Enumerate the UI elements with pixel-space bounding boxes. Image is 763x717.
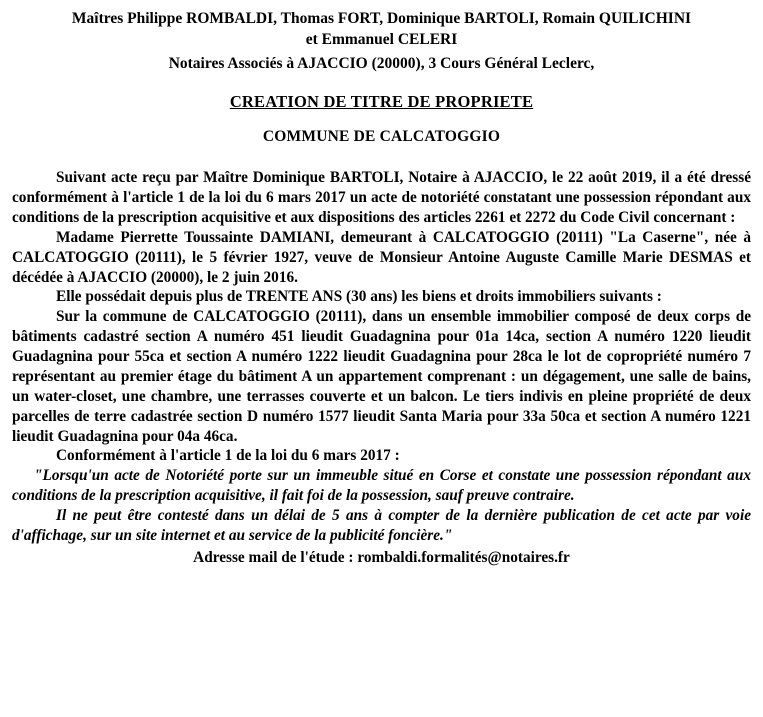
- header-notaries-names: Maîtres Philippe ROMBALDI, Thomas FORT, Dominique BARTOLI, Romain QUILICHINI et Emmanuel CELERI: [71, 10, 692, 49]
- document-header: [12, 8, 751, 74]
- header-notaries-address: Notaires Associés à AJACCIO (20000), 3 Cours Général Leclerc,: [168, 54, 595, 72]
- page-title: CREATION DE TITRE DE PROPRIETE: [229, 92, 534, 112]
- document-body: [12, 168, 751, 568]
- paragraph-quote-second: Il ne peut être contesté dans un délai de 5 ans à compter de la dernière publication de cet acte par voie d'affichage, sur un site internet et au service de la publicité foncière.": [12, 507, 751, 544]
- office-email-line: Adresse mail de l'étude : rombaldi.formalités@notaires.fr: [193, 548, 570, 566]
- paragraph-person-identity: Madame Pierrette Toussainte DAMIANI, demeurant à CALCATOGGIO (20111) "La Caserne", née à CALCATOGGIO (20111), le 5 février 1927, veuve de Monsieur Antoine Auguste Camille Marie DESMAS et décédée à AJACCIO (20000), le 2 juin 2016.: [12, 228, 751, 286]
- paragraph-law-reference: Conformément à l'article 1 de la loi du 6 mars 2017 :: [56, 447, 400, 465]
- page-subtitle: COMMUNE DE CALCATOGGIO: [262, 128, 501, 146]
- paragraph-property-description: Sur la commune de CALCATOGGIO (20111), dans un ensemble immobilier composé de deux corps de bâtiments cadastré section A numéro 451 lieudit Guadagnina pour 01a 14ca, section A numéro 1220 lieudit Guadagnina pour 55ca et section A numéro 1222 lieudit Guadagnina pour 28ca le lot de copropriété numéro 7 représentant au premier étage du bâtiment A un appartement comprenant : un dégagement, une salle de bains, un water-closet, une chambre, une terrasses couverte et un balcon. Le tiers indivis en pleine propriété de deux parcelles de terre cadastrée section D numéro 1577 lieudit Santa Maria pour 33a 50ca et section A numéro 1221 lieudit Guadagnina pour 04a 46ca.: [12, 308, 751, 445]
- paragraph-possession-duration: Elle possédait depuis plus de TRENTE ANS (30 ans) les biens et droits immobiliers suivants :: [56, 288, 662, 306]
- paragraph-quote-first: "Lorsqu'un acte de Notoriété porte sur un immeuble situé en Corse et constate une possession répondant aux conditions de la prescription acquisitive, il fait foi de la possession, sauf preuve contraire.: [12, 467, 751, 505]
- paragraph-act-reception: Suivant acte reçu par Maître Dominique BARTOLI, Notaire à AJACCIO, le 22 août 2019, il a été dressé conformément à l'article 1 de la loi du 6 mars 2017 un acte de notoriété constatant une possession répondant aux conditions de la prescription acquisitive et aux dispositions des articles 2261 et 2272 du Code Civil concernant :: [12, 169, 751, 226]
